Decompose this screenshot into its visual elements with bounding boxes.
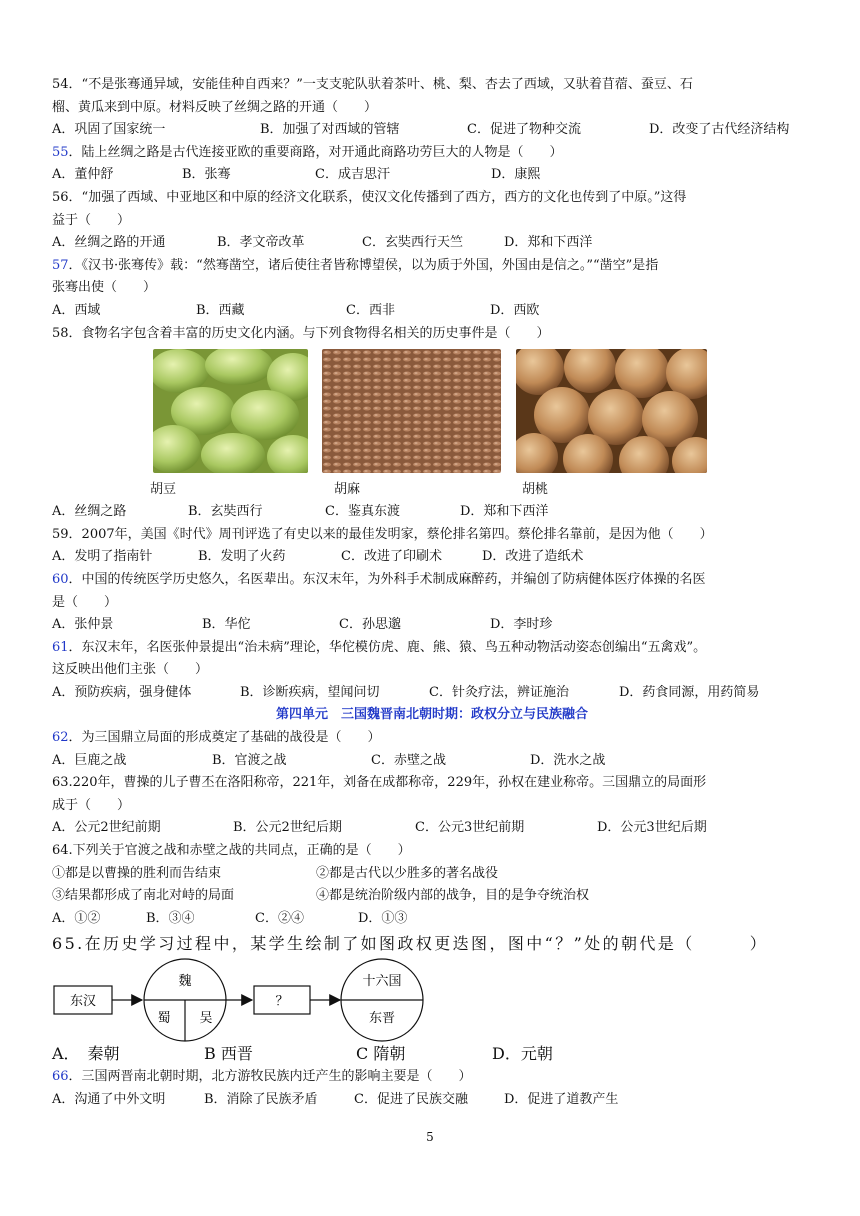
diagram-label-eastern-han: 东汉 [69, 994, 97, 1010]
q58-option-a: A．丝绸之路 [52, 504, 127, 520]
q56-options [52, 232, 812, 255]
q60-text: ．中国的传统医学历史悠久，名医辈出。东汉末年，为外科手术制成麻醉药，并编创了防病健体医疗体操的名医 [68, 571, 706, 587]
q57-option-c: C．西非 [346, 302, 395, 318]
q54-stem-line1: 54．“不是张骞通异域，安能佳种自西来？”一支支驼队驮着茶叶、桃、梨、杏去了西域，又驮着苜蓿、蚕豆、石 [52, 77, 693, 92]
q57-options [52, 300, 812, 323]
q55-option-c: C．成吉思汗 [315, 167, 390, 183]
q60-option-b: B．华佗 [202, 617, 251, 633]
q62-option-d: D．洗水之战 [530, 752, 606, 768]
q54-option-d: D．改变了古代经济结构 [649, 122, 790, 138]
q62-number: 62 [52, 730, 69, 746]
diagram-label-shu: 蜀 [157, 1011, 171, 1027]
q63-stem-line2: 成于（ ） [52, 797, 131, 813]
diagram-label-question: ？ [275, 994, 289, 1010]
q60-options [52, 614, 812, 637]
q56-option-a: A．丝绸之路的开通 [52, 235, 166, 251]
diagram-label-sixteen-kingdoms: 十六国 [362, 974, 402, 990]
q66-options [52, 1089, 812, 1112]
regime-change-diagram [52, 956, 452, 1042]
q55-stem [52, 142, 812, 165]
diagram-label-eastern-jin: 东晋 [368, 1011, 396, 1027]
q59-option-d: D．改进了造纸术 [482, 549, 584, 565]
q66-stem [52, 1066, 812, 1089]
q57-number: 57 [52, 257, 69, 273]
q63-options [52, 817, 812, 840]
q62-option-b: B．官渡之战 [212, 752, 287, 768]
q59-stem: 59．2007年，美国《时代》周刊评选了有史以来的最佳发明家，蔡伦排名第四。蔡伦排名靠前，是因为他（ ） [52, 526, 713, 542]
q64-statements-row1 [52, 863, 812, 886]
q54-stem-line2: 榴、黄瓜来到中原。材料反映了丝绸之路的开通（ ） [52, 99, 378, 115]
q58-caption-1: 胡豆 [150, 482, 177, 498]
q56-option-c: C．玄奘西行天竺 [362, 235, 463, 251]
q61-number: 61 [52, 639, 69, 655]
q64-stem: 64.下列关于官渡之战和赤壁之战的共同点，正确的是（ ） [52, 843, 411, 859]
flax-seed-illustration [322, 349, 501, 473]
q66-number: 66 [52, 1069, 69, 1085]
q64-statement-2: ②都是古代以少胜多的著名战役 [316, 865, 499, 881]
q58-options [52, 501, 812, 524]
q59-option-c: C．改进了印刷术 [341, 549, 442, 565]
diagram-label-wu: 吴 [199, 1011, 213, 1027]
q61-text: ．东汉末年，名医张仲景提出“治未病”理论，华佗模仿虎、鹿、熊、猿、鸟五种动物活动姿态创编出“五禽戏”。 [68, 639, 707, 655]
q63-option-d: D．公元3世纪后期 [597, 820, 707, 836]
q64-option-d: D．①③ [358, 910, 408, 926]
q62-option-a: A．巨鹿之战 [52, 752, 127, 768]
q55-options [52, 164, 812, 187]
q63-option-a: A．公元2世纪前期 [52, 820, 161, 836]
q60-stem-line2: 是（ ） [52, 594, 118, 610]
q58-stem: 58．食物名字包含着丰富的历史文化内涵。与下列食物得名相关的历史事件是（ ） [52, 325, 550, 341]
q54-options [52, 119, 812, 142]
broad-bean-illustration [153, 349, 308, 473]
q62-stem [52, 727, 812, 750]
q64-options [52, 908, 812, 931]
unit-title: 第四单元 三国魏晋南北朝时期：政权分立与民族融合 [275, 707, 588, 723]
q56-stem-line1: 56．“加强了西域、中亚地区和中原的经济文化联系，使汉文化传播到了西方，西方的文化也传到了中原。”这得 [52, 189, 687, 205]
q58-option-c: C．鉴真东渡 [325, 504, 400, 520]
q64-option-a: A．①② [52, 910, 101, 926]
q61-option-d: D．药食同源，用药简易 [619, 684, 760, 700]
q63-option-c: C．公元3世纪前期 [415, 820, 525, 836]
q61-option-a: A．预防疾病，强身健体 [52, 684, 192, 700]
q55-option-b: B．张骞 [182, 167, 231, 183]
q56-stem-line2: 益于（ ） [52, 212, 131, 228]
q63-option-b: B．公元2世纪后期 [233, 820, 342, 836]
q55-number: 55 [52, 144, 69, 160]
q61-option-c: C．针灸疗法，辨证施治 [429, 684, 569, 700]
q66-option-a: A．沟通了中外文明 [52, 1092, 166, 1107]
q66-option-d: D．促进了道教产生 [504, 1092, 619, 1107]
q57-option-a: A．西域 [52, 302, 101, 318]
q57-stem-line1 [52, 255, 812, 278]
q65-option-d: D．元朝 [492, 1044, 553, 1064]
q58-caption-2: 胡麻 [334, 482, 361, 498]
q54-option-b: B．加强了对西域的管辖 [260, 122, 400, 138]
q59-option-a: A．发明了指南针 [52, 549, 153, 565]
q54-option-c: C．促进了物种交流 [467, 122, 581, 138]
q61-options [52, 682, 812, 705]
q57-text: ．《汉书·张骞传》载：“然骞凿空，诸后使往者皆称博望侯，以为质于外国，外国由是信之。”“凿空”是指 [68, 257, 659, 273]
q58-option-b: B．玄奘西行 [188, 504, 263, 520]
q60-option-a: A．张仲景 [52, 617, 114, 633]
q60-number: 60 [52, 571, 69, 587]
q58-food-images [52, 349, 812, 479]
q57-stem-line2: 张骞出使（ ） [52, 280, 157, 296]
q65-option-b: B 西晋 [204, 1044, 253, 1064]
q63-stem-line1: 63.220年，曹操的儿子曹丕在洛阳称帝，221年，刘备在成都称帝，229年，孙权在建业称帝。三国鼎立的局面形 [52, 775, 707, 791]
q62-options [52, 750, 812, 773]
broad-bean-image [153, 349, 308, 473]
q64-statement-3: ③结果都形成了南北对峙的局面 [52, 888, 235, 904]
walnut-image [516, 349, 707, 473]
diagram-label-wei: 魏 [178, 974, 192, 990]
q65-option-c: C 隋朝 [356, 1044, 406, 1064]
q57-option-b: B．西藏 [196, 302, 245, 318]
q60-option-c: C．孙思邈 [339, 617, 401, 633]
q62-text: ．为三国鼎立局面的形成奠定了基础的战役是（ ） [68, 730, 381, 746]
q58-option-d: D．郑和下西洋 [460, 504, 549, 520]
q59-options [52, 546, 812, 569]
q64-option-b: B．③④ [146, 910, 195, 926]
q62-option-c: C．赤壁之战 [371, 752, 446, 768]
q64-statement-4: ④都是统治阶级内部的战争，目的是争夺统治权 [316, 888, 590, 904]
q65-stem: 65.在历史学习过程中，某学生绘制了如图政权更迭图，图中“？”处的朝代是（ ） [52, 934, 769, 954]
q61-stem-line1 [52, 637, 812, 660]
q55-option-d: D．康熙 [491, 167, 541, 183]
walnut-illustration [516, 349, 707, 473]
q59-option-b: B．发明了火药 [198, 549, 286, 565]
q58-captions [52, 479, 812, 501]
q61-stem-line2: 这反映出他们主张（ ） [52, 662, 209, 678]
q65-options [52, 1042, 812, 1066]
q65-regime-diagram [52, 956, 812, 1042]
q54-option-a: A．巩固了国家统一 [52, 122, 166, 138]
q66-text: ．三国两晋南北朝时期，北方游牧民族内迁产生的影响主要是（ ） [68, 1069, 472, 1085]
q60-option-d: D．李时珍 [490, 617, 553, 633]
flax-seed-image [322, 349, 501, 473]
q55-option-a: A．董仲舒 [52, 167, 114, 183]
page-number: 5 [426, 1130, 434, 1144]
q64-statements-row2 [52, 885, 812, 908]
exam-page [52, 74, 812, 1112]
q66-option-c: C．促进了民族交融 [354, 1092, 468, 1107]
q55-text: ．陆上丝绸之路是古代连接亚欧的重要商路，对开通此商路功劳巨大的人物是（ ） [68, 144, 563, 160]
q60-stem-line1 [52, 569, 812, 592]
q57-option-d: D．西欧 [490, 302, 540, 318]
q64-option-c: C．②④ [255, 910, 304, 926]
q64-statement-1: ①都是以曹操的胜利而告结束 [52, 865, 222, 881]
q65-option-a: A． 秦朝 [52, 1044, 120, 1064]
q61-option-b: B．诊断疾病，望闻问切 [240, 684, 380, 700]
q58-caption-3: 胡桃 [522, 482, 549, 498]
q66-option-b: B．消除了民族矛盾 [204, 1092, 318, 1107]
q56-option-d: D．郑和下西洋 [504, 235, 593, 251]
q56-option-b: B．孝文帝改革 [217, 235, 305, 251]
